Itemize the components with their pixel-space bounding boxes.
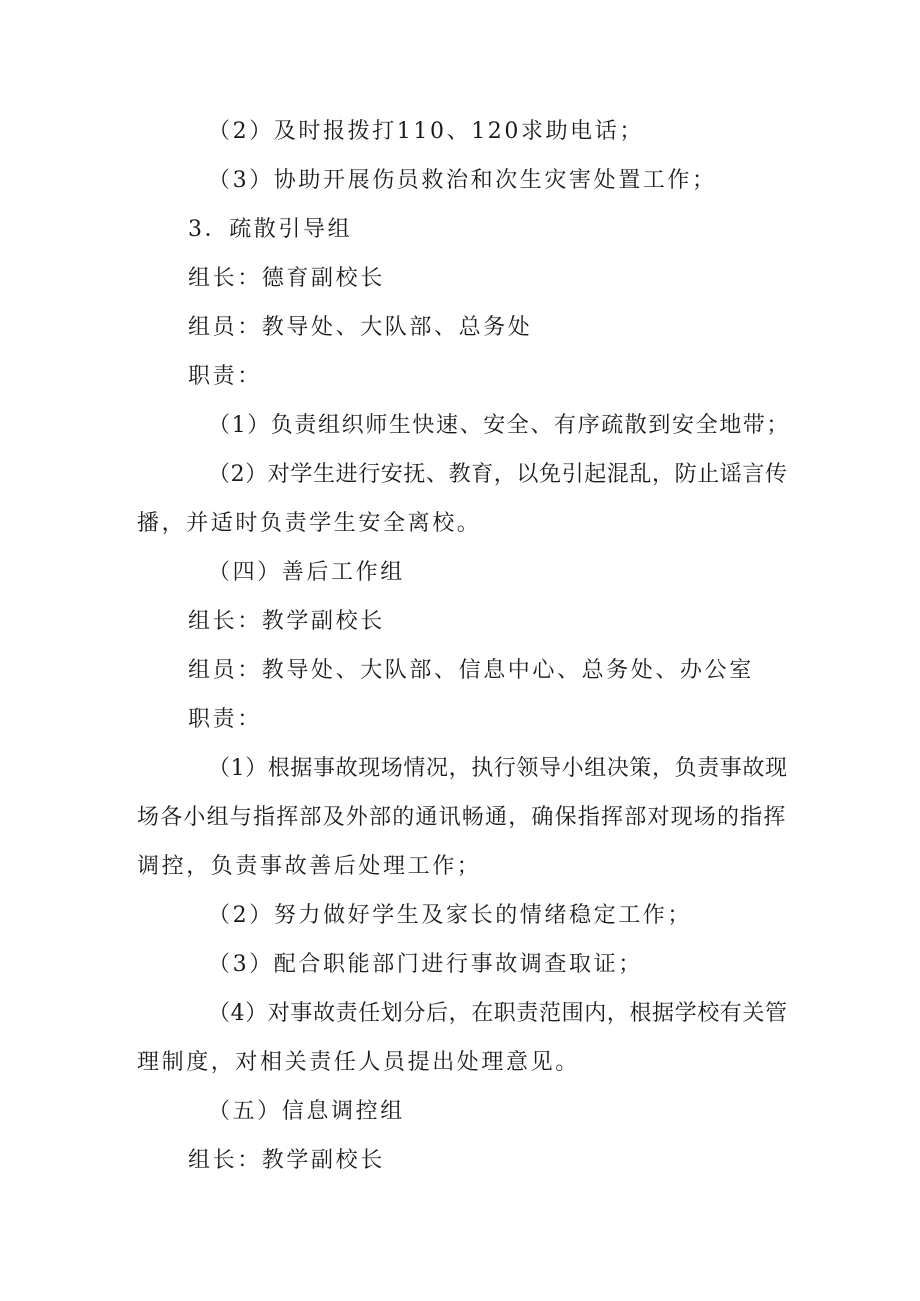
paragraph-line: （1）根据事故现场情况，执行领导小组决策，负责事故现: [208, 756, 788, 781]
section-heading: （四）善后工作组: [208, 560, 405, 585]
paragraph-line: 组员：教导处、大队部、总务处: [188, 315, 533, 340]
paragraph-line: （3）配合职能部门进行事故调查取证；: [208, 952, 643, 977]
paragraph-line: 职责：: [188, 364, 262, 389]
paragraph-line: （2）对学生进行安抚、教育，以免引起混乱，防止谣言传: [208, 462, 788, 487]
paragraph-line: 组长：教学副校长: [188, 1148, 385, 1173]
section-heading: 3．疏散引导组: [188, 217, 353, 242]
paragraph-line: （2）努力做好学生及家长的情绪稳定工作；: [208, 903, 692, 928]
section-heading: （五）信息调控组: [208, 1099, 405, 1124]
paragraph-line: 调控，负责事故善后处理工作；: [137, 854, 482, 879]
paragraph-line: （2）及时报拨打110、120求助电话；: [208, 119, 644, 144]
paragraph-line: （3）协助开展伤员救治和次生灾害处置工作；: [208, 168, 717, 193]
paragraph-line: 播，并适时负责学生安全离校。: [137, 511, 482, 536]
paragraph-line: 组长：德育副校长: [188, 266, 385, 291]
paragraph-line: 场各小组与指挥部及外部的通讯畅通，确保指挥部对现场的指挥: [137, 805, 787, 830]
paragraph-line: 组员：教导处、大队部、信息中心、总务处、办公室: [188, 658, 754, 683]
paragraph-line: 组长：教学副校长: [188, 609, 385, 634]
paragraph-line: （4）对事故责任划分后，在职责范围内，根据学校有关管: [208, 1001, 788, 1026]
paragraph-line: 理制度，对相关责任人员提出处理意见。: [137, 1050, 580, 1075]
paragraph-line: 职责：: [188, 707, 262, 732]
paragraph-line: （1）负责组织师生快速、安全、有序疏散到安全地带；: [208, 413, 790, 438]
